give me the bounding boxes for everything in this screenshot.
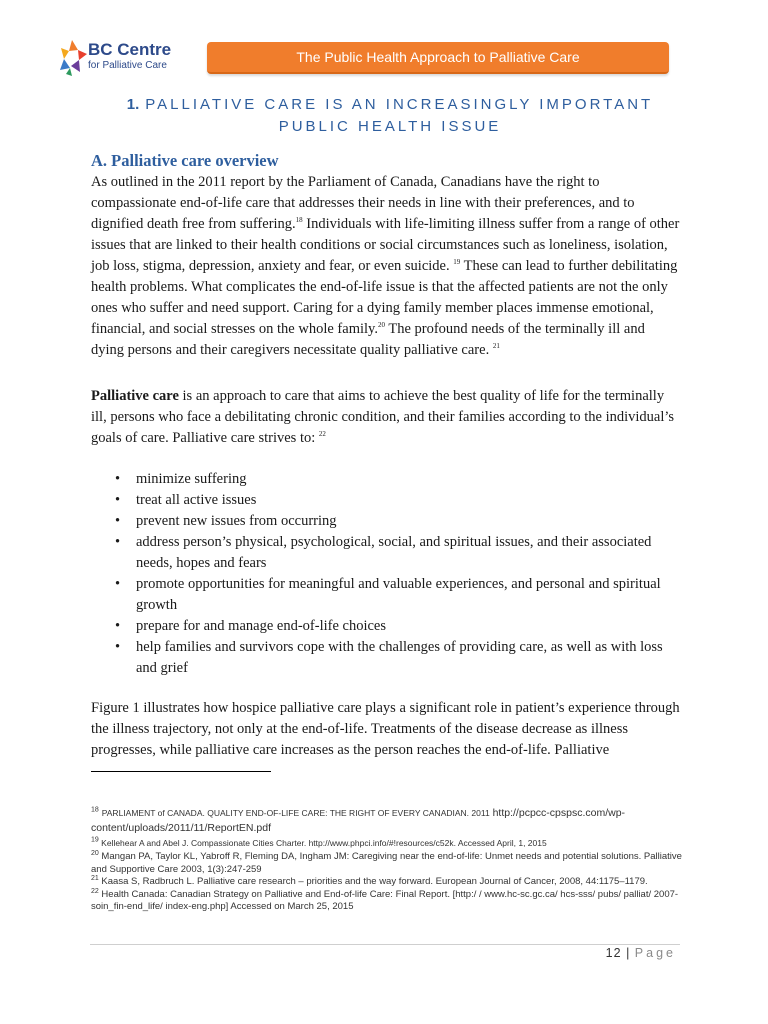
footnote-ref-21[interactable]: 21 — [492, 342, 500, 351]
list-item: • help families and survivors cope with the challenges of providing care, as well as with loss and grief — [115, 639, 663, 676]
logo-title: BC Centre — [88, 40, 172, 59]
bullet-icon: • — [115, 576, 121, 592]
list-item: • address person’s physical, psychological, social, and spiritual issues, and their associated needs, hopes and fears — [115, 534, 652, 571]
page-footer — [606, 946, 676, 960]
bullet-icon: • — [115, 492, 121, 508]
footnote-18-link[interactable]: http://pcpcc-cpspsc.com/wp-content/uploads/2011/11/ReportEN.pdf — [91, 807, 626, 834]
header-banner: The Public Health Approach to Palliative Care — [207, 42, 669, 74]
list-item: • minimize suffering — [91, 469, 681, 490]
footnote-21: $^{21}$ Kaasa S, Radbruch L. Palliative care research – priorities and the way forward. European Journal of Cancer, 2008, 44:1175–1179. — [91, 874, 648, 887]
footnote-19: $^{19}$ Kellehear A and Abel J. Compassionate Cities Charter. http://www.phpci.info/#!resources/c52k. Accessed April, 1, 2015 — [91, 836, 547, 848]
section-number: 1. — [126, 96, 140, 113]
page-label: Page — [634, 946, 676, 960]
list-item: • prevent new issues from occurring — [91, 511, 681, 532]
bullet-icon: • — [115, 534, 121, 550]
section-heading — [90, 94, 690, 138]
list-item: • treat all active issues — [91, 490, 681, 511]
footnote-ref-22[interactable]: 22 — [318, 430, 326, 439]
section-title-line2: PUBLIC HEALTH ISSUE — [278, 118, 502, 135]
footer-divider — [90, 944, 680, 945]
footnotes — [91, 806, 691, 914]
term-palliative-care: Palliative care — [91, 388, 179, 404]
bullet-icon: • — [115, 618, 121, 634]
footnote-18: $^{18}$ PARLIAMENT of CANADA. QUALITY END-OF-LIFE CARE: THE RIGHT OF EVERY CANADIAN. 2011 http://pcpcc-cpspsc.com/wp-content/uploads/2011/11/ReportEN.pdf — [91, 806, 626, 834]
footnote-ref-20[interactable]: 20 — [377, 321, 385, 330]
footnote-divider — [91, 771, 271, 772]
paragraph-definition: Palliative care is an approach to care that aims to achieve the best quality of life for the terminally ill, persons who face a debilitating chronic condition, and their families according to the individual’s goals of care. Palliative care strives to: $^{22}$ — [91, 388, 675, 446]
logo-subtitle: for Palliative Care — [88, 60, 167, 71]
footnote-20: $^{20}$ Mangan PA, Taylor KL, Yabroff R, Fleming DA, Ingham JM: Caregiving near the end-of-life: Unmet needs and potential solutions. Palliative and Supportive Care 2003, 1(3):247-259 — [91, 849, 682, 875]
page-separator: | — [626, 946, 631, 960]
list-item: • prepare for and manage end-of-life choices — [91, 616, 681, 637]
logo-flower-icon — [58, 38, 88, 78]
bc-centre-logo — [58, 38, 188, 78]
bullet-icon: • — [115, 639, 121, 655]
footnote-ref-18[interactable]: 18 — [295, 216, 303, 225]
list-item: • promote opportunities for meaningful and valuable experiences, and personal and spiritual growth — [115, 576, 661, 613]
subheading: A. Palliative care overview — [91, 151, 279, 170]
paragraph-overview: As outlined in the 2011 report by the Parliament of Canada, Canadians have the right to compassionate end-of-life care that addresses their needs in line with their preferences, and to dignified death free from suffering.$^{18}$ Individuals with life-limiting illness suffer from a range of other issues that are linked to their health conditions or social circumstances such as loneliness, isolation, job loss, stigma, depression, anxiety and fear, or even suicide. $^{19}$ These can lead to further debilitating health problems. What complicates the end-of-life issue is that the affected patients are not the only ones who suffer and need support. Caring for a dying family member places immense emotional, financial, and social stresses on the whole family.$^{20}$ The profound needs of the terminally ill and dying persons and their caregivers necessitate quality palliative care. $^{21}$ — [91, 174, 680, 358]
bullet-icon: • — [115, 513, 121, 529]
goals-list — [91, 469, 681, 679]
paragraph-figure-intro: Figure 1 illustrates how hospice palliative care plays a significant role in patient’s experience through the illness trajectory, not only at the end-of-life. Treatments of the disease decrease as illness progresses, while palliative care increases as the person reaches the end-of-life. Palliative — [91, 700, 680, 758]
footnote-22: $^{22}$ Health Canada: Canadian Strategy on Palliative and End-of-life Care: Final Report. [http:/ / www.hc-sc.gc.ca/ hcs-sss/ pubs/ palliat/ 2007-soin_fin-end_life/ index-eng.php] Accessed on March 25, 2015 — [91, 887, 679, 912]
page-number: 12 — [605, 946, 622, 960]
bullet-icon: • — [115, 471, 121, 487]
section-title-line1: PALLIATIVE CARE IS AN INCREASINGLY IMPORTANT — [145, 96, 654, 113]
footnote-ref-19[interactable]: 19 — [453, 258, 461, 267]
